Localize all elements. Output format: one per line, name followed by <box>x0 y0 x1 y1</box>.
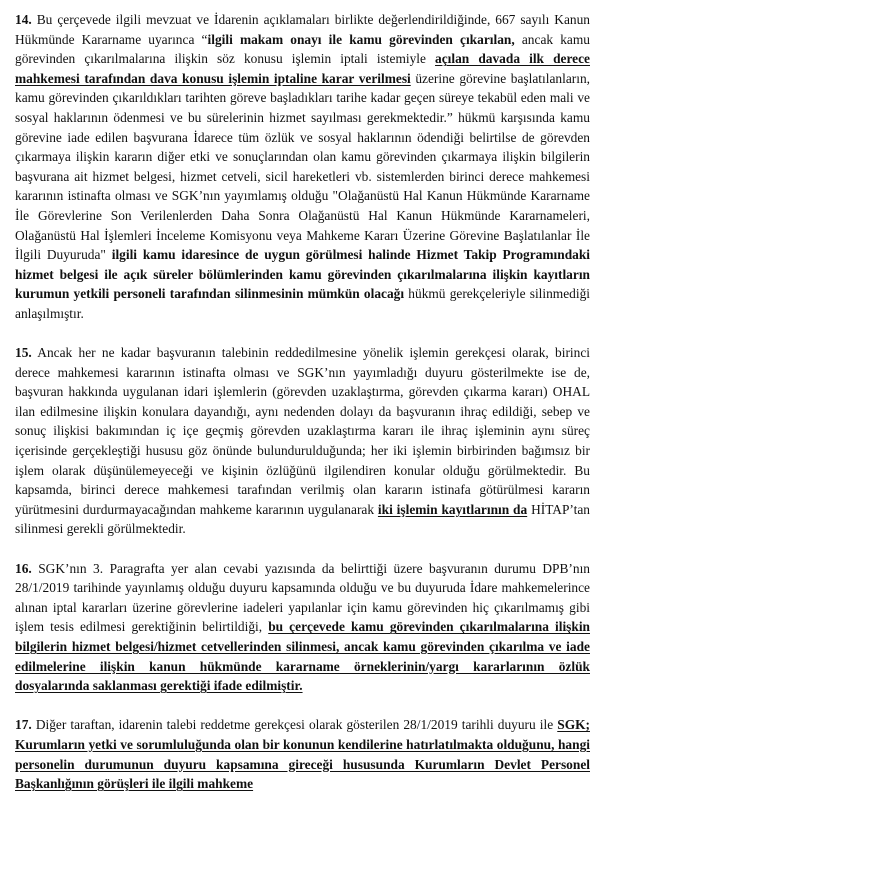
paragraph-17 <box>15 715 590 793</box>
emphasized-text-segment: bu çerçevede kamu görevinden çıkarılmalarına ilişkin bilgilerin hizmet belgesi/hizmet cetvellerinden silinmesi, ancak kamu görevinden çıkarılma ve iade edilmelerine ilişkin kanun hükmünde kararname örneklerinin/yargı kararlarının özlük dosyalarında saklanması gerektiği ifade edilmiştir. <box>15 619 590 694</box>
emphasized-text-segment: SGK; Kurumların yetki ve sorumluluğunda olan bir konunun kendilerine hatırlatılmakta olduğunu, hangi personelin durumunun duyuru kapsamına gireceği hususunda Kurumların Devlet Personel Başkanlığının görüşleri ile ilgili mahkeme <box>15 717 590 792</box>
text-segment: ancak kamu görevinden çıkarılmalarına ilişkin söz konusu işlemin iptali istemiyle <box>15 31 590 67</box>
document-page <box>15 10 590 813</box>
text-segment: SGK’nın 3. Paragrafta yer alan cevabi yazısında da belirttiği üzere başvuranın durumu DPB’nın 28/1/2019 tarihinde yayınlamış olduğu duyuru kapsamında olduğu ve bu duyuruda İdare mahkemelerince alınan iptal kararları üzerine görevlerine iadeleri yapılanlar için kamu görevinden hiç çıkarılmamış gibi işlem tesis edilmesi gerektiğinin belirtildiği, <box>15 560 590 635</box>
text-segment: Bu çerçevede ilgili mevzuat ve İdarenin açıklamaları birlikte değerlendirildiğinde, 667 sayılı Kanun Hükmünde Kararname uyarınca “ <box>15 12 590 47</box>
bold-text-segment: ilgili kamu idaresince de uygun görülmesi halinde Hizmet Takip Programındaki hizmet belgesi ile açık süreler bölümlerinden kamu görevinden çıkarılmalarına ilişkin kayıtların kurumun yetkili personeli tarafından silinmesinin mümkün olacağı <box>15 247 591 302</box>
text-segment: Diğer taraftan, idarenin talebi reddetme gerekçesi olarak gösterilen 28/1/2019 tarihli duyuru ile <box>31 717 558 733</box>
paragraph-number: 15. <box>15 345 32 361</box>
paragraph-number: 14. <box>15 12 32 27</box>
text-segment: HİTAP’tan silinmesi gerekli görülmektedir. <box>15 501 591 537</box>
text-segment: hükmü gerekçeleriyle silinmediği anlaşılmıştır. <box>15 286 590 321</box>
paragraph-16 <box>15 559 590 696</box>
paragraph-number: 17. <box>15 717 32 733</box>
bold-text-segment: ilgili makam onayı ile kamu görevinden çıkarılan, <box>207 31 515 47</box>
text-segment: üzerine görevine başlatılanların, kamu görevinden çıkarıldıkları tarihten göreve başladıkları tarihe kadar geçen süreye tekabül eden mali ve sosyal haklarının ödenmesi ve bu sürelerinin hizmet sayılması gerekmektedir.” hükmü karşısında kamu görevine iade edilen başvurana İdarece tüm özlük ve sosyal haklarının ödendiği belirtilse de görevden çıkarmaya ilişkin kararın diğer etki ve sonuçlarından olan kamu görevinden çıkarmaya ilişkin bilgilerin başvurana ait hizmet belgesi, hizmet cetveli, sicil hareketleri vb. sistemlerden birinci derece mahkemesi kararının istinafta olması ve SGK’nın yayımlamış olduğu "Olağanüstü Hal Kanun Hükmünde Kararname İle Görevlerine Son Verilenlerden Daha Sonra Olağanüstü Hal Kanun Hükmünde Kararnameleri, Olağanüstü Hal İşlemleri İnceleme Komisyonu veya Mahkeme Kararı Üzerine Görevine Başlatılanlar İle İlgili Duyuruda" <box>15 70 590 263</box>
paragraph-number: 16. <box>15 560 32 576</box>
emphasized-text-segment: iki işlemin kayıtlarının da <box>377 501 528 517</box>
paragraph-15 <box>15 343 590 539</box>
text-segment: Ancak her ne kadar başvuranın talebinin reddedilmesine yönelik işlemin gerekçesi olarak, birinci derece mahkemesi kararının istinafta olması ve SGK’nın yayımladığı duyuru gösterilmekte ise de, başvuran hakkında uygulanan idari işlemlerin (görevden uzaklaştırma, görevden çıkarma kararı) OHAL ilan edilmesine ilişkin konulara dayandığı, aynı nedenden dolayı da başvuranın ihraç edildiği, sebep ve sonuç ilişkisi bakımından iç içe geçmiş görevden uzaklaştırma kararı ile ihraç işleminin aynı süreç içerisinde gerçekleştiği hususu göz önünde bulundurulduğunda; her iki işlemin birbirinden bağımsız bir işlem olarak düşünülemeyeceği ve kişinin özlüğünü ilgilendiren konular olduğu görülmektedir. Bu kapsamda, birinci derece mahkemesi tarafından verilmiş olan kararın istinafa götürülmesi kararın yürütmesini durdurmayacağından mahkeme kararının uygulanarak <box>15 345 590 517</box>
paragraph-14 <box>15 10 590 324</box>
emphasized-text-segment: açılan davada ilk derece mahkemesi tarafından dava konusu işlemin iptaline karar verilmesi <box>15 51 590 86</box>
